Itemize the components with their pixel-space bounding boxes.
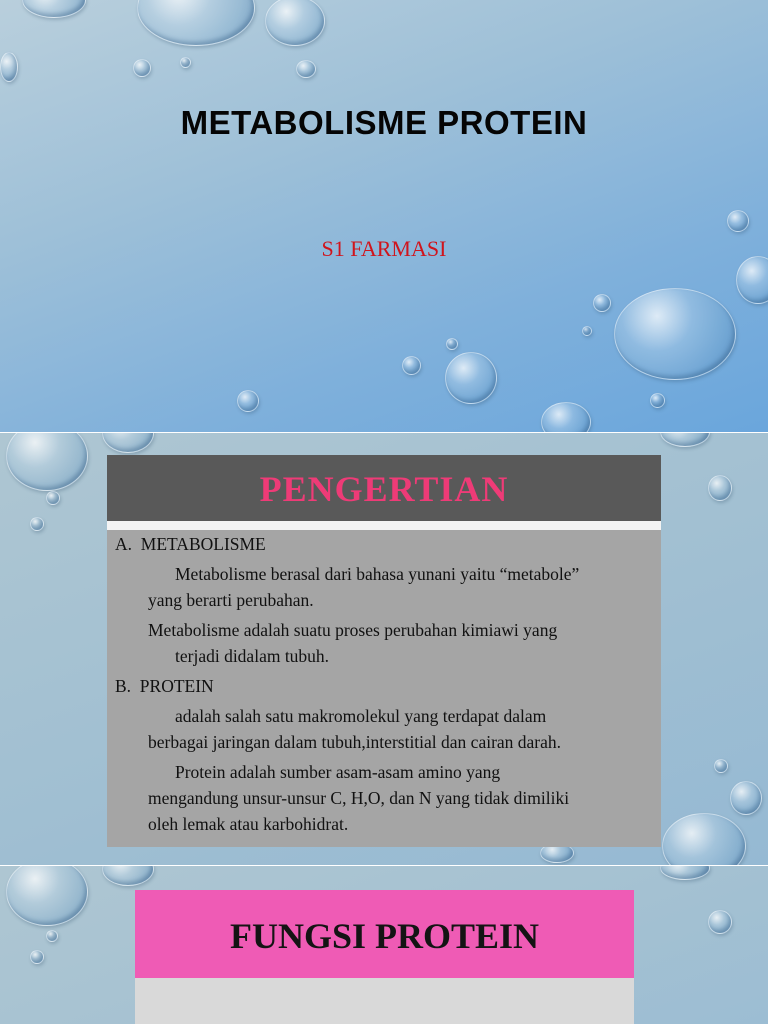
fungsi-protein-heading: FUNGSI PROTEIN — [229, 916, 540, 956]
water-drop — [660, 433, 710, 447]
water-drop — [30, 950, 44, 964]
slide-fungsi-protein — [0, 866, 768, 1024]
water-drop — [46, 491, 60, 505]
water-drop — [296, 60, 316, 78]
water-drop — [614, 288, 736, 380]
body-line: oleh lemak atau karbohidrat. — [148, 814, 349, 834]
water-drop — [402, 356, 421, 375]
water-drop — [446, 338, 458, 350]
water-drop — [102, 433, 154, 453]
slide-pengertian — [0, 433, 768, 865]
water-drop — [102, 866, 154, 886]
water-drop — [180, 57, 191, 68]
water-drop — [541, 402, 591, 432]
presentation-subtitle: S1 FARMASI — [321, 236, 447, 261]
slide-title — [0, 0, 768, 432]
water-drop — [137, 0, 255, 46]
fungsi-protein-body — [135, 978, 634, 1024]
fungsi-protein-card — [135, 890, 634, 1024]
water-drop — [708, 475, 732, 501]
water-drop — [727, 210, 749, 232]
body-line: berbagai jaringan dalam tubuh,interstitial dan cairan darah. — [148, 732, 562, 752]
water-drop — [650, 393, 665, 408]
fungsi-protein-header — [135, 890, 634, 978]
body-line: adalah salah satu makromolekul yang terdapat dalam — [175, 706, 547, 726]
section-a-heading: A. METABOLISME — [115, 534, 266, 554]
body-line: yang berarti perubahan. — [148, 590, 314, 610]
water-drop — [593, 294, 611, 312]
water-drop — [662, 813, 746, 865]
section-b-heading: B. PROTEIN — [115, 676, 214, 696]
body-line: terjadi didalam tubuh. — [175, 646, 330, 666]
pengertian-body — [107, 530, 661, 847]
water-drop — [660, 866, 710, 880]
water-drop — [714, 759, 728, 773]
presentation-title: METABOLISME PROTEIN — [180, 104, 588, 141]
water-drop — [46, 930, 58, 942]
water-drop — [0, 52, 18, 82]
water-drop — [6, 433, 88, 491]
water-drop — [22, 0, 86, 18]
water-drop — [265, 0, 325, 46]
pengertian-card — [107, 455, 661, 847]
water-drop — [708, 910, 732, 934]
water-drop — [445, 352, 497, 404]
body-line: mengandung unsur-unsur C, H,O, dan N yang tidak dimiliki — [148, 788, 570, 808]
body-line: Protein adalah sumber asam-asam amino yang — [175, 762, 501, 782]
water-drop — [582, 326, 592, 336]
body-line: Metabolisme adalah suatu proses perubahan kimiawi yang — [148, 620, 558, 640]
divider — [107, 521, 661, 530]
water-drop — [237, 390, 259, 412]
body-line: Metabolisme berasal dari bahasa yunani yaitu “metabole” — [175, 564, 580, 584]
water-drop — [6, 866, 88, 926]
water-drop — [133, 59, 151, 77]
water-drop — [730, 781, 762, 815]
water-drop — [736, 256, 768, 304]
pengertian-header — [107, 455, 661, 521]
water-drop — [30, 517, 44, 531]
pengertian-heading: PENGERTIAN — [259, 469, 509, 509]
